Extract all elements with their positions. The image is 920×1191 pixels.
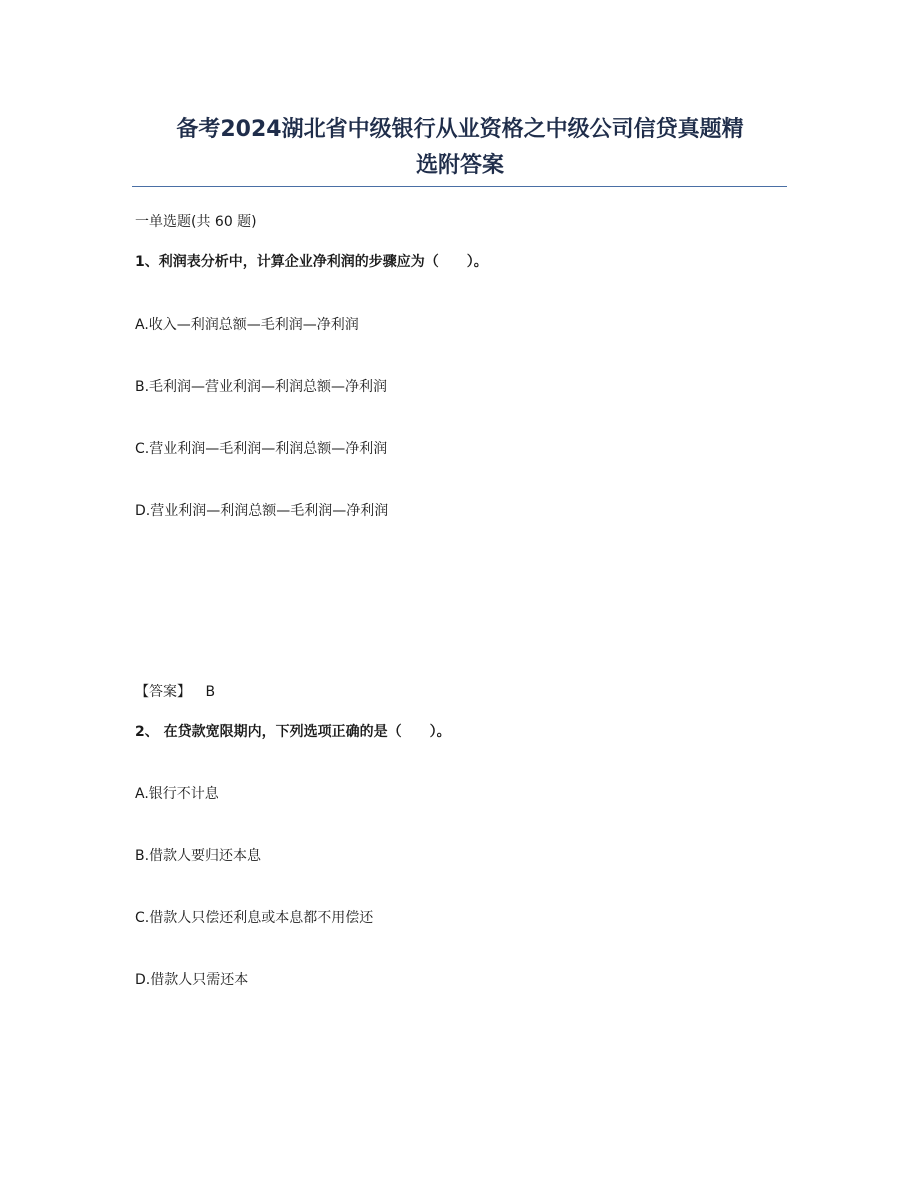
question-2-option-a: A.银行不计息 — [135, 786, 219, 802]
section-header: 一单选题(共 60 题) — [135, 214, 257, 230]
answer-label: 【答案】 — [135, 684, 191, 700]
question-1-option-b: B.毛利润—营业利润—利润总额—净利润 — [135, 379, 388, 395]
question-2-stem: 2、 在贷款宽限期内，下列选项正确的是（ ）。 — [135, 724, 451, 740]
question-2-option-d: D.借款人只需还本 — [135, 972, 249, 988]
answer-value: B — [205, 684, 216, 700]
question-1-option-d: D.营业利润—利润总额—毛利润—净利润 — [135, 503, 389, 519]
question-1-option-c: C.营业利润—毛利润—利润总额—净利润 — [135, 441, 388, 457]
question-1-stem: 1、利润表分析中，计算企业净利润的步骤应为（ ）。 — [135, 254, 488, 270]
question-2-option-b: B.借款人要归还本息 — [135, 848, 262, 864]
document-title-line-2: 选附答案 — [415, 153, 504, 178]
question-1-answer — [135, 682, 215, 702]
document-title-line-1: 备考2024湖北省中级银行从业资格之中级公司信贷真题精 — [176, 117, 744, 142]
question-1-option-a: A.收入—利润总额—毛利润—净利润 — [135, 317, 359, 333]
question-2-option-c: C.借款人只偿还利息或本息都不用偿还 — [135, 910, 374, 926]
title-divider — [132, 186, 787, 187]
document-title — [132, 112, 788, 184]
